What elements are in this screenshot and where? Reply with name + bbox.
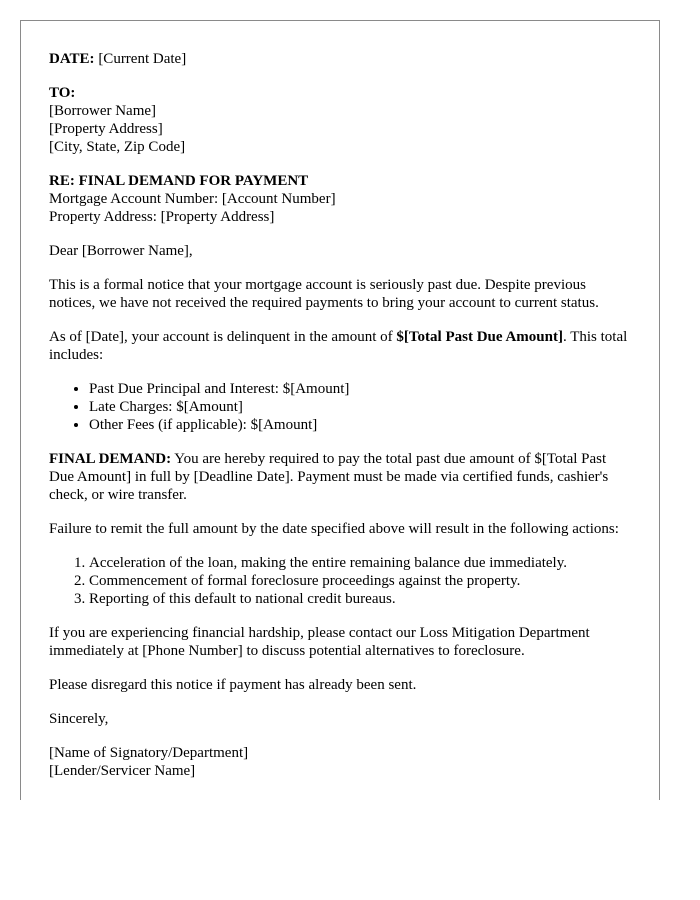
subject-block bbox=[49, 172, 634, 226]
closing: Sincerely, bbox=[49, 711, 109, 727]
list-item: • Past Due Principal and Interest: $[Amount] bbox=[89, 380, 634, 398]
to-label: TO: bbox=[49, 85, 76, 101]
final-demand-paragraph bbox=[49, 450, 634, 504]
salutation: Dear [Borrower Name], bbox=[49, 243, 193, 259]
property-address-line: Property Address: [Property Address] bbox=[49, 209, 275, 225]
recipient-block bbox=[49, 84, 634, 156]
disregard-paragraph: Please disregard this notice if payment has already been sent. bbox=[49, 677, 417, 693]
date-value: [Current Date] bbox=[98, 51, 187, 67]
intro-paragraph: This is a formal notice that your mortgage account is seriously past due. Despite previous notices, we have not received the required payments to bring your account to current status. bbox=[49, 277, 599, 311]
subject-heading: RE: FINAL DEMAND FOR PAYMENT bbox=[49, 173, 309, 189]
failure-paragraph: Failure to remit the full amount by the date specified above will result in the following actions: bbox=[49, 521, 619, 537]
delinquency-prefix: As of [Date], your account is delinquent in the amount of bbox=[49, 329, 397, 345]
date-line bbox=[49, 50, 634, 68]
list-item: 2. Commencement of formal foreclosure proceedings against the property. bbox=[89, 572, 634, 590]
recipient-address: [Property Address] bbox=[49, 121, 163, 137]
recipient-city-state-zip: [City, State, Zip Code] bbox=[49, 139, 186, 155]
date-label: DATE: bbox=[49, 51, 95, 67]
list-item: • Other Fees (if applicable): $[Amount] bbox=[89, 416, 634, 434]
signatory-name: [Name of Signatory/Department] bbox=[49, 745, 249, 761]
recipient-name: [Borrower Name] bbox=[49, 103, 157, 119]
actions-list bbox=[49, 554, 634, 608]
hardship-paragraph: If you are experiencing financial hardship, please contact our Loss Mitigation Department immediately at [Phone Number] to discuss potential alternatives to foreclosure. bbox=[49, 625, 590, 659]
lender-name: [Lender/Servicer Name] bbox=[49, 763, 196, 779]
delinquency-suffix: . This total includes: bbox=[49, 329, 628, 363]
list-item: • Late Charges: $[Amount] bbox=[89, 398, 634, 416]
total-past-due-amount: $[Total Past Due Amount] bbox=[396, 329, 563, 345]
signature-block bbox=[49, 744, 634, 780]
letter-body bbox=[49, 50, 634, 796]
final-demand-label: FINAL DEMAND: bbox=[49, 451, 172, 467]
final-demand-text: You are hereby required to pay the total past due amount of $[Total Past Due Amount] in full by [Deadline Date]. Payment must be made via certified funds, cashier's check, or wire transfer. bbox=[49, 451, 609, 503]
delinquency-paragraph bbox=[49, 328, 634, 364]
list-item: 1. Acceleration of the loan, making the entire remaining balance due immediately. bbox=[89, 554, 634, 572]
list-item: 3. Reporting of this default to national credit bureaus. bbox=[89, 590, 634, 608]
letter-page bbox=[20, 20, 660, 800]
charges-list bbox=[49, 380, 634, 434]
account-number-line: Mortgage Account Number: [Account Number] bbox=[49, 191, 336, 207]
